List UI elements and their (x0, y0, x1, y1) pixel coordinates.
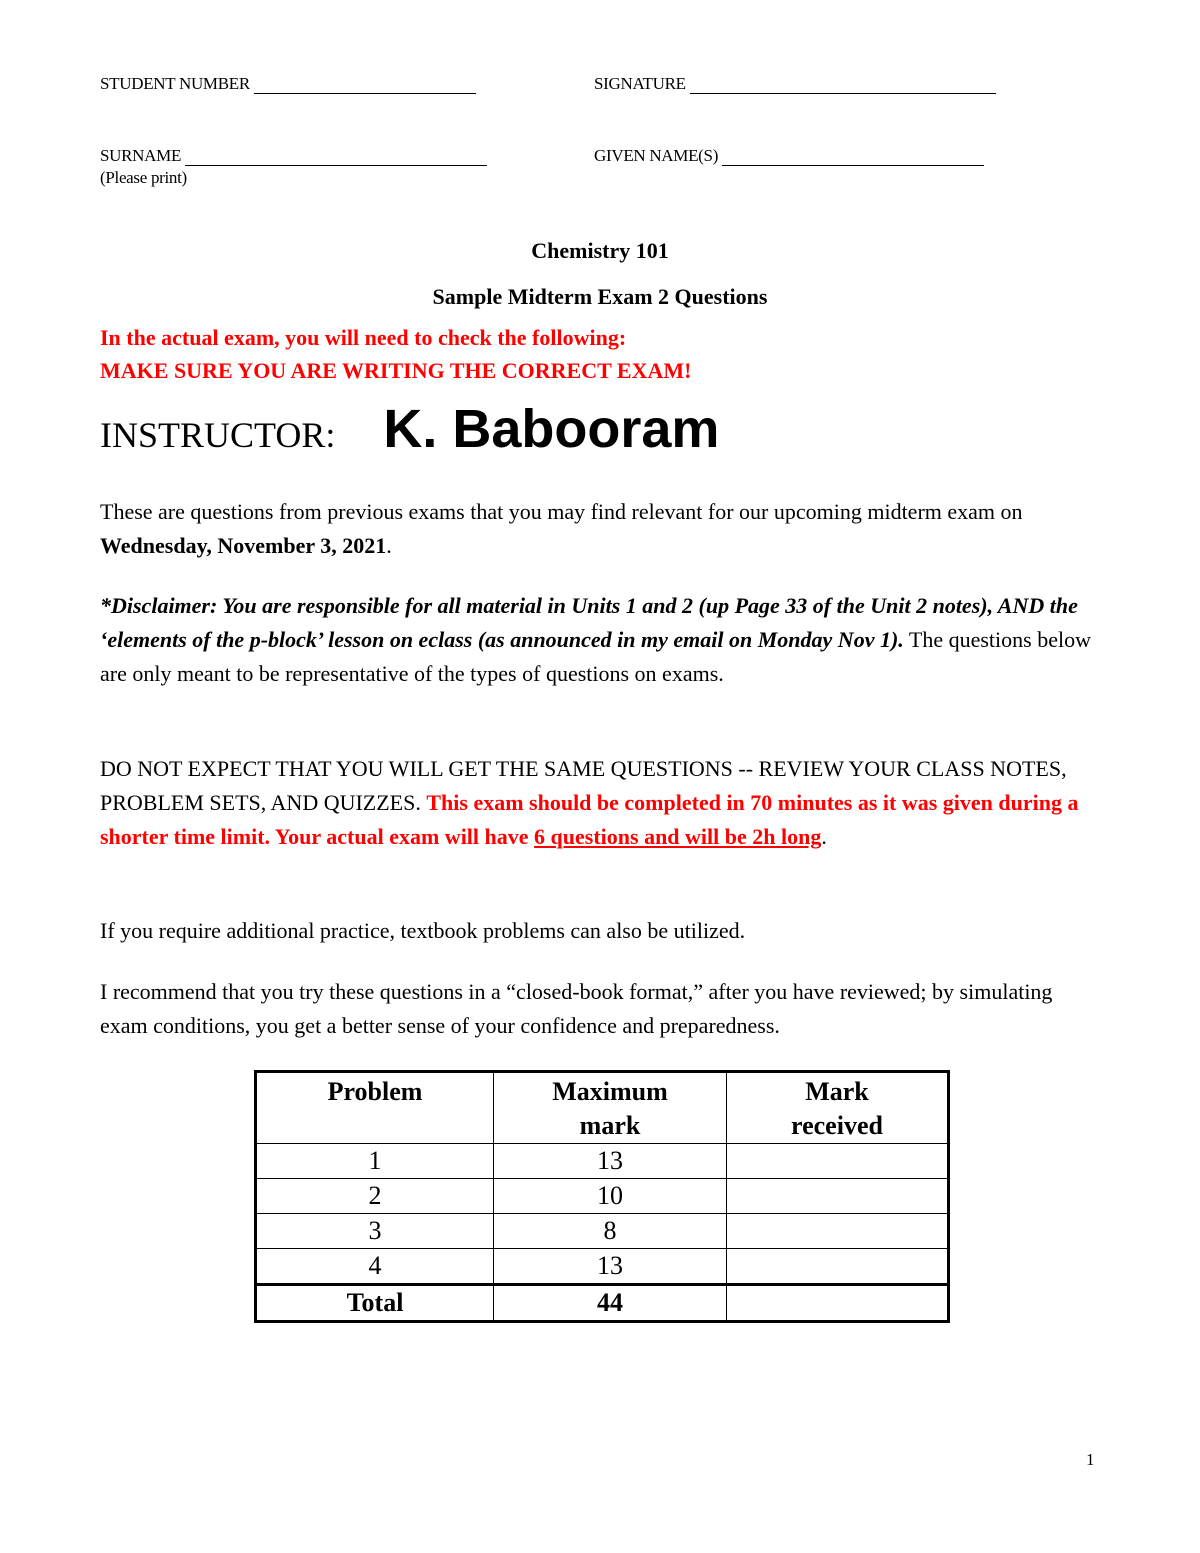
row-4-max: 13 (494, 1249, 727, 1285)
course-title: Chemistry 101 (531, 238, 669, 263)
total-row (256, 1285, 949, 1322)
intro-paragraph (100, 495, 1100, 563)
header-maximum-mark-text: Maximum mark (552, 1077, 668, 1140)
given-names-label: GIVEN NAME(S) (594, 146, 719, 165)
disclaimer-rest: The questions below are only meant to be representative of the types of questions on exams. (100, 627, 1091, 686)
row-3-problem: 3 (256, 1214, 494, 1249)
disclaimer-emphasis: *Disclaimer: You are responsible for all material in Units 1 and 2 (up Page 33 of the Unit 2 notes), AND the ‘elements of the p-block’ lesson on eclass (as announced in my email on Monday Nov 1). (100, 593, 1078, 652)
row-1-received[interactable] (727, 1144, 949, 1179)
row-2-received[interactable] (727, 1179, 949, 1214)
row-3-received[interactable] (727, 1214, 949, 1249)
instructor-name: K. Babooram (383, 399, 720, 459)
table-row (256, 1144, 949, 1179)
row-3-max: 8 (494, 1214, 727, 1249)
student-number-label: STUDENT NUMBER (100, 74, 250, 93)
instructor-row (100, 398, 719, 460)
total-max: 44 (494, 1285, 727, 1322)
notice-line-2: MAKE SURE YOU ARE WRITING THE CORRECT EXAM! (100, 358, 692, 383)
student-number-field (100, 74, 476, 94)
given-names-line[interactable] (722, 147, 984, 166)
intro-end: . (386, 533, 392, 558)
warning-end: . (821, 824, 827, 849)
signature-label: SIGNATURE (594, 74, 686, 93)
header-mark-received (727, 1072, 949, 1144)
surname-label: SURNAME (100, 146, 182, 165)
row-4-received[interactable] (727, 1249, 949, 1285)
warning-caps: DO NOT EXPECT THAT YOU WILL GET THE SAME QUESTIONS -- REVIEW YOUR CLASS NOTES, PROBLEM SETS, AND QUIZZES. (100, 756, 1067, 815)
given-names-field (594, 146, 984, 166)
marks-table-header (256, 1072, 949, 1144)
marks-table (254, 1070, 950, 1323)
surname-field (100, 146, 487, 166)
exam-title: Sample Midterm Exam 2 Questions (432, 284, 768, 309)
row-2-problem: 2 (256, 1179, 494, 1214)
instructor-label: INSTRUCTOR: (100, 415, 336, 455)
row-1-max: 13 (494, 1144, 727, 1179)
total-label: Total (256, 1285, 494, 1322)
signature-line[interactable] (690, 75, 996, 94)
recommend-paragraph: I recommend that you try these questions in a “closed-book format,” after you have reviewed; by simulating exam conditions, you get a better sense of your confidence and preparedness. (100, 979, 1053, 1038)
intro-text: These are questions from previous exams that you may find relevant for our upcoming midterm exam on (100, 499, 1023, 524)
table-row (256, 1179, 949, 1214)
warning-paragraph (100, 752, 1090, 854)
table-row (256, 1249, 949, 1285)
row-4-problem: 4 (256, 1249, 494, 1285)
warning-red-underlined: 6 questions and will be 2h long (534, 824, 822, 849)
row-2-max: 10 (494, 1179, 727, 1214)
practice-paragraph: If you require additional practice, textbook problems can also be utilized. (100, 918, 746, 943)
disclaimer-paragraph (100, 589, 1100, 691)
total-received[interactable] (727, 1285, 949, 1322)
notice-line-1: In the actual exam, you will need to check the following: (100, 325, 627, 350)
header-maximum-mark (494, 1072, 727, 1144)
row-1-problem: 1 (256, 1144, 494, 1179)
please-print-note: (Please print) (100, 168, 187, 187)
header-mark-received-text: Mark received (791, 1077, 883, 1140)
surname-line[interactable] (185, 147, 487, 166)
warning-red: This exam should be completed in 70 minutes as it was given during a shorter time limit. Your actual exam will have (100, 790, 1079, 849)
page-number: 1 (1086, 1450, 1095, 1469)
exam-date: Wednesday, November 3, 2021 (100, 533, 387, 558)
table-row (256, 1214, 949, 1249)
student-number-line[interactable] (254, 75, 476, 94)
signature-field (594, 74, 996, 94)
header-problem: Problem (256, 1072, 494, 1144)
